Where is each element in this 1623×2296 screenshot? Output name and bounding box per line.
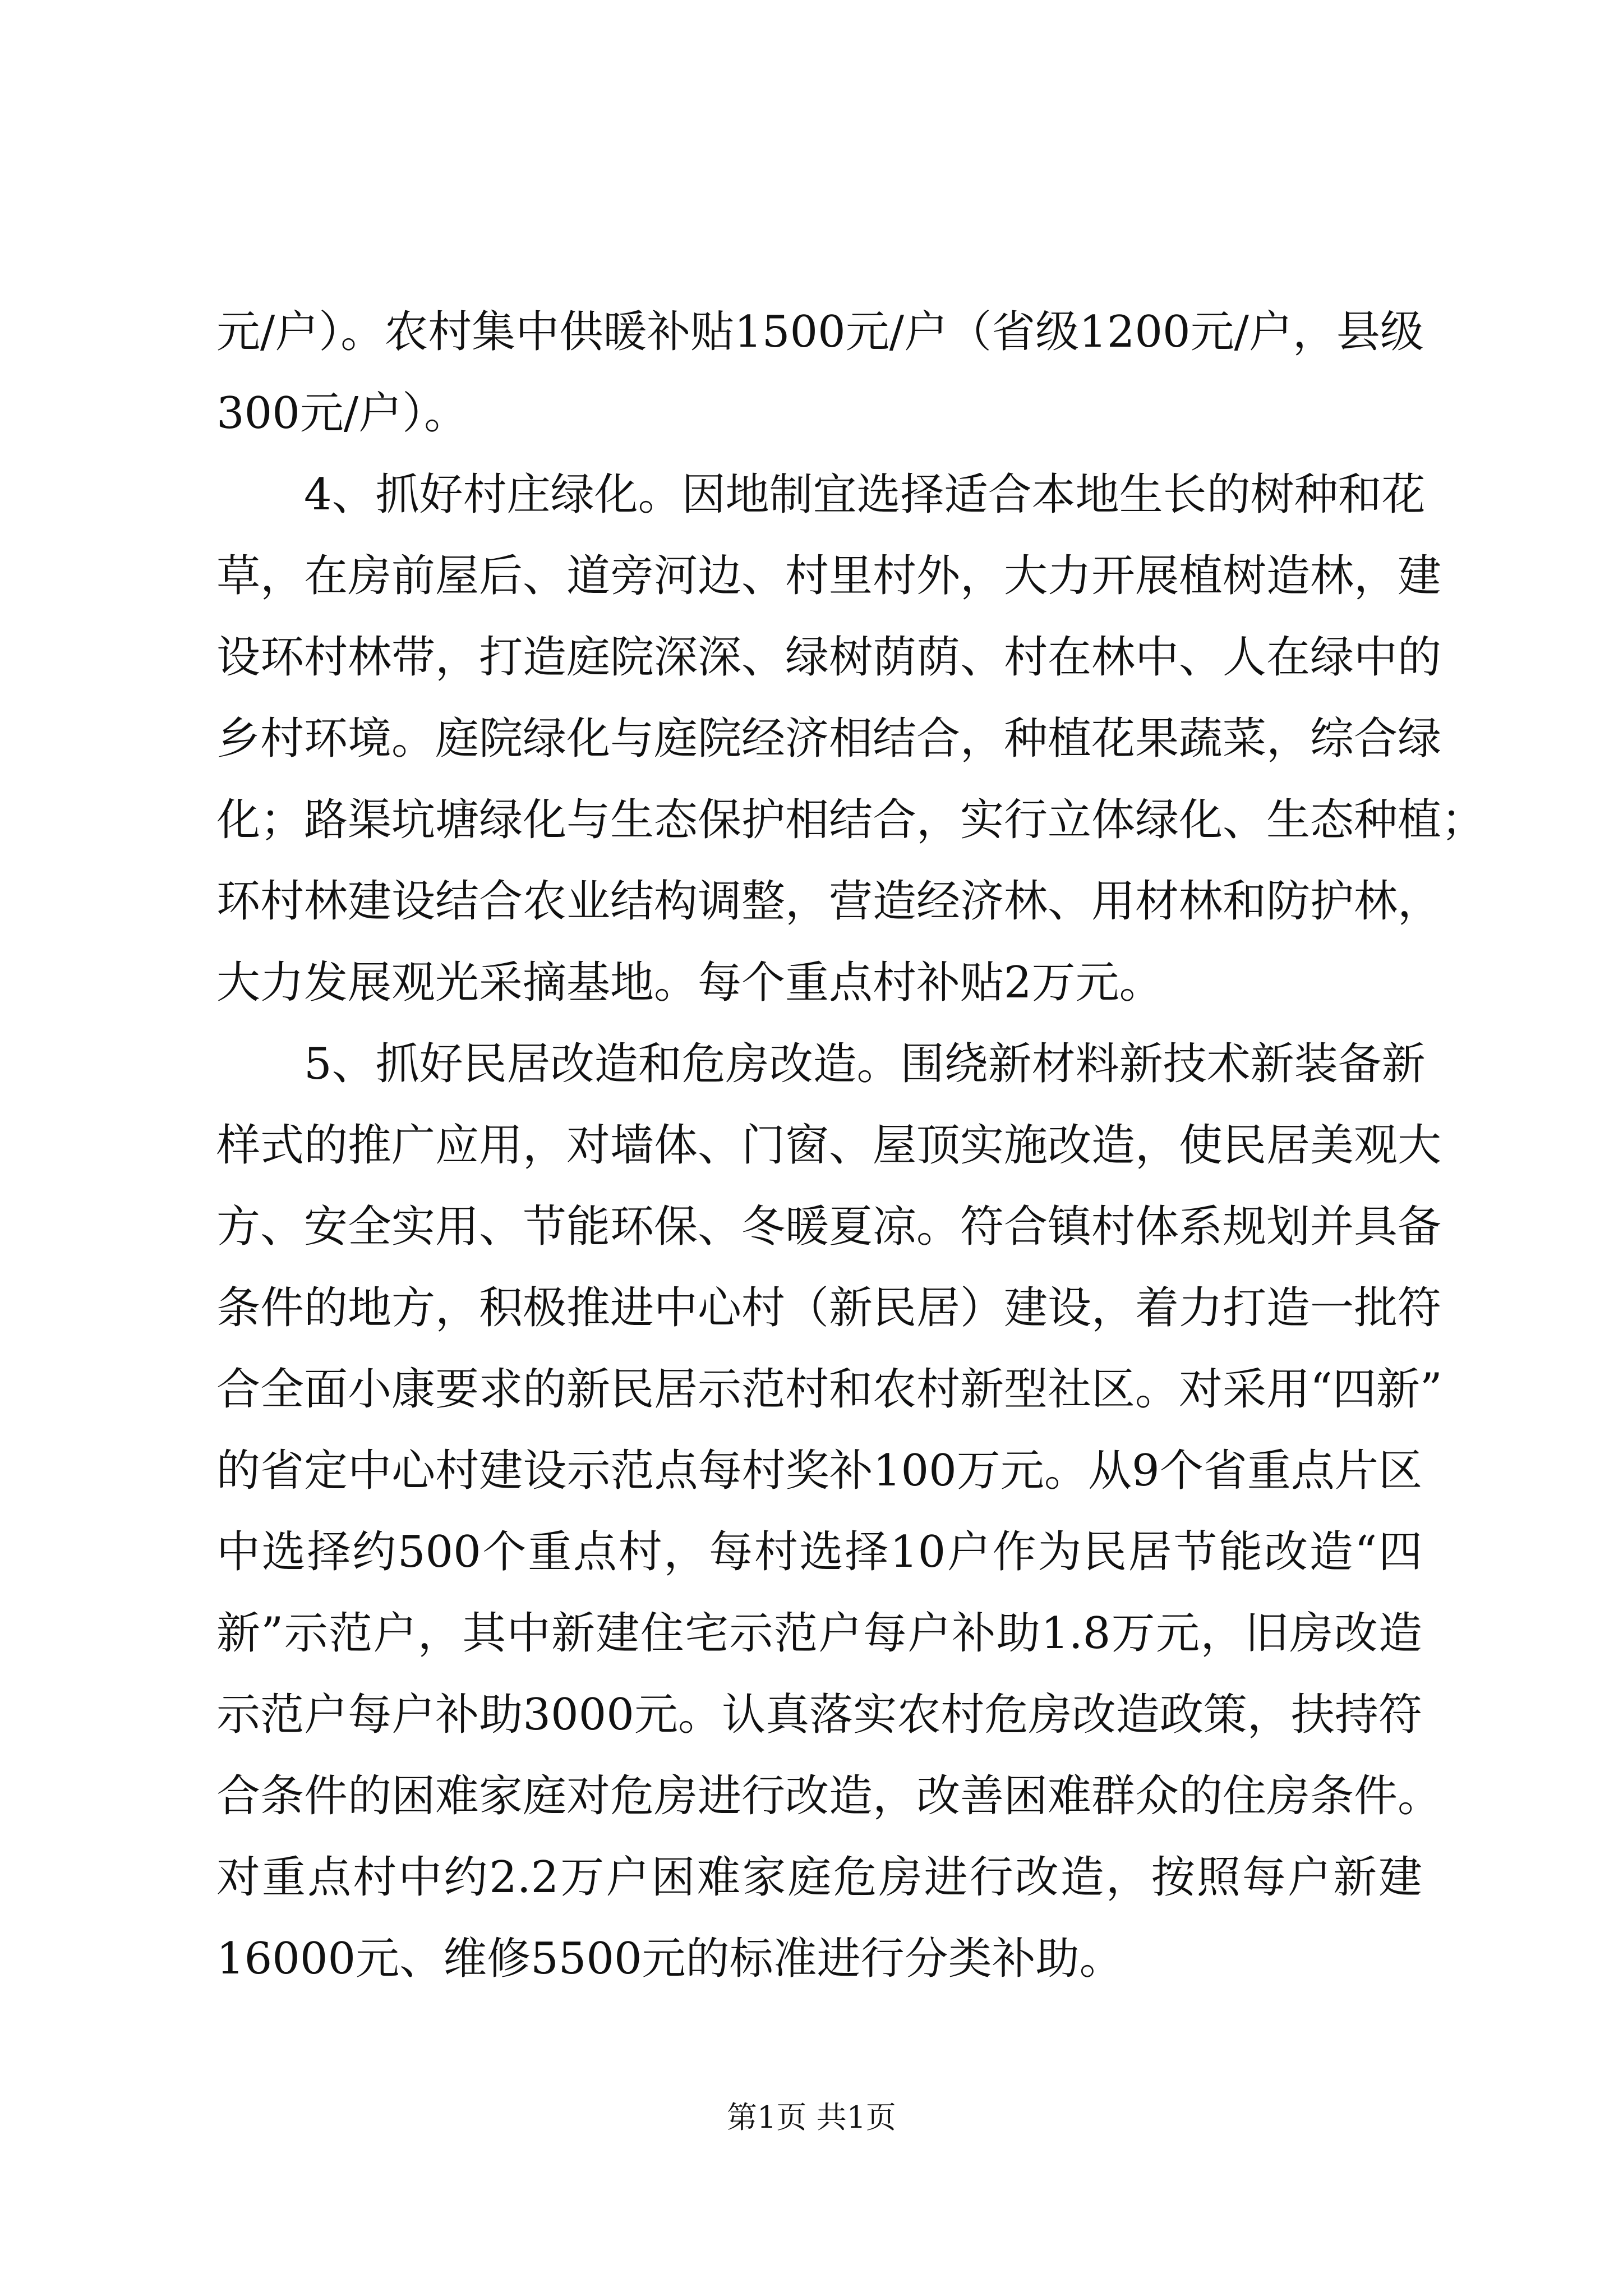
text-line: 大力发展观光采摘基地。每个重点村补贴2万元。 — [216, 958, 1163, 1008]
text-line: 新”示范户，其中新建住宅示范户每户补助1.8万元，旧房改造 — [216, 1608, 1422, 1659]
text-line: 化；路渠坑塘绿化与生态保护相结合，实行立体绿化、生态种植； — [216, 795, 1486, 845]
text-line: 条件的地方，积极推进中心村（新民居）建设，着力打造一批符 — [216, 1283, 1442, 1333]
text-line: 对重点村中约2.2万户困难家庭危房进行改造，按照每户新建 — [216, 1852, 1422, 1903]
text-line: 5、抓好民居改造和危房改造。围绕新材料新技术新装备新 — [216, 1039, 1426, 1089]
text-line: 设环村林带，打造庭院深深、绿树荫荫、村在林中、人在绿中的 — [216, 632, 1442, 683]
text-line: 草，在房前屋后、道旁河边、村里村外，大力开展植树造林，建 — [216, 551, 1442, 601]
text-line: 合条件的困难家庭对危房进行改造，改善困难群众的住房条件。 — [216, 1771, 1442, 1821]
text-line: 示范户每户补助3000元。认真落实农村危房改造政策，扶持符 — [216, 1690, 1422, 1740]
text-line: 合全面小康要求的新民居示范村和农村新型社区。对采用“四新” — [216, 1364, 1442, 1415]
text-line: 方、安全实用、节能环保、冬暖夏凉。符合镇村体系规划并具备 — [216, 1202, 1442, 1252]
text-line: 元/户）。农村集中供暖补贴1500元/户（省级1200元/户，县级 — [216, 307, 1424, 357]
document-body — [216, 292, 1486, 2000]
text-line: 的省定中心村建设示范点每村奖补100万元。从9个省重点片区 — [216, 1446, 1422, 1496]
page-footer — [0, 2098, 1623, 2137]
text-line: 中选择约500个重点村，每村选择10户作为民居节能改造“四 — [216, 1527, 1422, 1577]
text-line: 4、抓好村庄绿化。因地制宜选择适合本地生长的树种和花 — [216, 470, 1426, 520]
page-number-label: 第1页 共1页 — [727, 2100, 896, 2135]
text-line: 300元/户）。 — [216, 388, 468, 439]
text-line: 样式的推广应用，对墙体、门窗、屋顶实施改造，使民居美观大 — [216, 1120, 1442, 1171]
text-line: 16000元、维修5500元的标准进行分类补助。 — [216, 1934, 1123, 1984]
text-line: 环村林建设结合农业结构调整，营造经济林、用材林和防护林， — [216, 876, 1442, 927]
text-line: 乡村环境。庭院绿化与庭院经济相结合，种植花果蔬菜，综合绿 — [216, 714, 1442, 764]
